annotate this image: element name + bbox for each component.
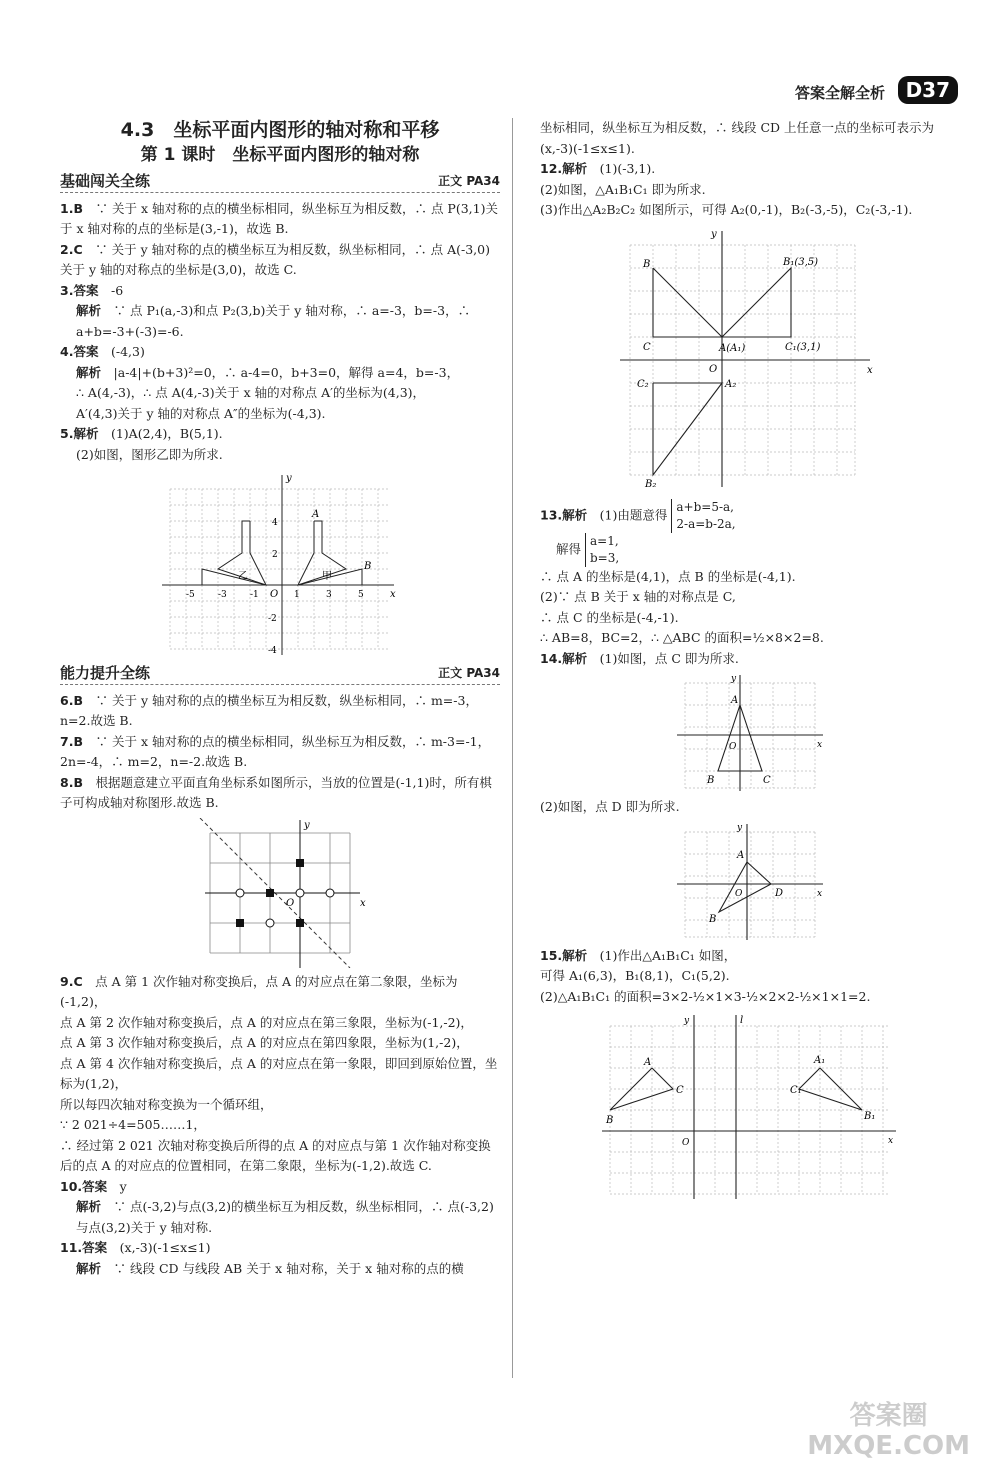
- right-column: [540, 118, 960, 1205]
- answer-text: 根据题意建立平面直角坐标系如图所示，当放的位置是(-1,1)时，所有棋子可构成轴对称图形.故选 B.: [60, 774, 492, 810]
- answer-text: (1)作出△A₁B₁C₁ 如图，: [599, 947, 737, 963]
- section-bar-advanced: [60, 663, 500, 685]
- answer-13-line: ∴ 点 C 的坐标是(-4,-1).: [540, 609, 679, 625]
- answer-7: [60, 732, 500, 773]
- answer-text: (1)A(2,4)，B(5,1).: [110, 426, 223, 441]
- answer-6: [60, 691, 500, 732]
- point-label-a: A: [731, 695, 739, 706]
- axis-x-label: x: [867, 364, 873, 376]
- watermark: [807, 1401, 970, 1461]
- answer-value: y: [119, 1178, 127, 1194]
- point-label-a: A(A₁): [719, 342, 746, 354]
- point-label-a1: A₁: [814, 1055, 826, 1066]
- answer-11: [60, 1238, 500, 1259]
- point-label-d: D: [775, 887, 784, 899]
- figure-15-grid: [600, 1011, 900, 1201]
- point-label-b: B: [364, 561, 372, 572]
- tick-x: -5: [186, 590, 195, 600]
- answer-14: [540, 649, 960, 670]
- equation-line: 2-a=b-2a,: [676, 516, 736, 531]
- lesson-title: 第 1 课时 坐标平面内图形的轴对称: [140, 144, 420, 165]
- axis-y-label: y: [711, 228, 717, 240]
- point-label-b: B: [643, 258, 651, 270]
- explanation-text: ∵ 点(-3,2)与点(3,2)的横坐标互为相反数，纵坐标相同，∴ 点(-3,2)与点(3,2)关于 y 轴对称.: [76, 1199, 494, 1235]
- point-label-a2: A₂: [725, 378, 737, 390]
- answer-13-solve: [540, 533, 960, 567]
- section-title: 4.3 坐标平面内图形的轴对称和平移: [120, 119, 440, 141]
- explanation-text: |a-4|+(b+3)²=0，∴ a-4=0，b+3=0，解得 a=4，b=-3，: [113, 364, 460, 380]
- axis-y-label: y: [286, 473, 292, 484]
- answer-text: 解得: [556, 541, 582, 556]
- tick-y: -4: [268, 646, 277, 656]
- axis-x-label: x: [817, 888, 823, 899]
- point-label-c2: C₂: [637, 378, 649, 390]
- equation-system-2: [585, 533, 619, 567]
- point-label-b: B: [606, 1115, 614, 1126]
- origin-label: O: [735, 888, 743, 899]
- explanation-10: [60, 1197, 500, 1238]
- answer-4: [60, 342, 500, 363]
- explanation-label: 解析: [76, 1199, 102, 1214]
- answer-5: [60, 424, 500, 445]
- answer-value: (x,-3)(-1≤x≤1): [119, 1240, 211, 1255]
- point-label-a: A: [644, 1057, 652, 1068]
- explanation-label: 解析: [76, 303, 102, 318]
- answer-15-line: (2)△A₁B₁C₁ 的面积=3×2-½×1×3-½×2×2-½×1×1=2.: [540, 988, 871, 1004]
- answer-number: 1.B: [60, 200, 83, 216]
- answer-9-line: ∵ 2 021÷4=505……1，: [60, 1117, 206, 1132]
- answer-3: [60, 281, 500, 302]
- answer-number: 9.C: [60, 973, 83, 989]
- tick-x: 5: [358, 590, 364, 600]
- point-label-b2: B₂: [645, 478, 657, 490]
- answer-number: 13.解析: [540, 507, 588, 522]
- page-code-badge: D37: [898, 76, 958, 104]
- tick-x: -1: [250, 590, 259, 600]
- answer-9-line: ∴ 经过第 2 021 次轴对称变换后所得的点 A 的对应点与第 1 次作轴对称变换后的点 A 的对应点的位置相同，在第二象限，坐标为(-1,2).故选 C.: [60, 1137, 491, 1173]
- axis-y-label: y: [731, 674, 737, 684]
- answer-number: 8.B: [60, 774, 83, 790]
- answer-13-line: ∴ 点 A 的坐标是(4,1)，点 B 的坐标是(-4,1).: [540, 568, 796, 584]
- answer-14-line: (2)如图，点 D 即为所求.: [540, 799, 680, 814]
- answer-number: 15.解析: [540, 947, 588, 963]
- figure-8-board: [190, 818, 370, 968]
- bar-ref: 正文 PA34: [438, 666, 500, 680]
- answer-number: 7.B: [60, 733, 83, 749]
- origin-label: O: [286, 897, 295, 909]
- explanation-4-line2: ∴ A(4,-3)，∴ 点 A(4,-3)关于 x 轴的对称点 A′的坐标为(4,3)，: [76, 385, 426, 400]
- answer-13: [540, 499, 960, 533]
- shape-label-jia: 甲: [322, 571, 332, 582]
- answer-13-line: ∴ AB=8，BC=2，∴ △ABC 的面积=½×8×2=8.: [540, 630, 824, 645]
- point-label-c: C: [763, 775, 771, 786]
- axis-y-label: y: [684, 1016, 690, 1026]
- answer-number: 12.解析: [540, 161, 588, 176]
- answer-text: ∵ 关于 y 轴对称的点的横坐标互为相反数，纵坐标相同，∴ 点 A(-3,0)关于 y 轴的对称点的坐标是(3,0)，故选 C.: [60, 241, 490, 277]
- origin-label: O: [729, 742, 737, 752]
- answer-number: 6.B: [60, 692, 83, 708]
- answer-text: ∵ 关于 y 轴对称的点的横坐标互为相反数，纵坐标相同，∴ m=-3，n=2.故选 B.: [60, 692, 478, 728]
- tick-x: 1: [294, 590, 300, 600]
- equation-system-1: [671, 499, 735, 533]
- watermark-line: MXQE.COM: [807, 1431, 970, 1461]
- point-label-a: A: [312, 509, 320, 520]
- figure-14b-grid: [675, 822, 825, 942]
- answer-text: (1)由题意得: [599, 507, 668, 522]
- equation-line: a+b=5-a,: [676, 499, 734, 514]
- figure-5-grid: [160, 469, 400, 659]
- axis-x-label: x: [390, 589, 396, 600]
- answer-number: 10.答案: [60, 1178, 108, 1194]
- answer-12-line: (2)如图，△A₁B₁C₁ 即为所求.: [540, 181, 706, 197]
- equation-line: a=1,: [590, 533, 619, 548]
- point-label-b1: B₁(3,5): [783, 256, 819, 268]
- answer-1: [60, 199, 500, 240]
- answer-number: 2.C: [60, 241, 83, 257]
- explanation-text: ∵ 点 P₁(a,-3)和点 P₂(3,b)关于 y 轴对称，∴ a=-3，b=-3，∴ a+b=-3+(-3)=-6.: [76, 303, 471, 339]
- tick-y: -2: [268, 614, 277, 624]
- point-label-b: B: [707, 775, 715, 786]
- answer-12: [540, 159, 960, 180]
- answer-9-line: 点 A 第 4 次作轴对称变换后，点 A 的对应点在第一象限，即回到原始位置，坐标为(1,2)，: [60, 1055, 498, 1091]
- answer-text: 点 A 第 1 次作轴对称变换后，点 A 的对应点在第二象限，坐标为(-1,2)，: [60, 973, 458, 1009]
- point-label-b1: B₁: [864, 1111, 876, 1122]
- answer-15-line: 可得 A₁(6,3)，B₁(8,1)，C₁(5,2).: [540, 968, 730, 983]
- axis-x-label: x: [888, 1136, 894, 1146]
- figure-12-grid: [615, 225, 885, 495]
- point-label-c: C: [643, 341, 651, 353]
- answer-8: [60, 773, 500, 814]
- answer-15: [540, 946, 960, 967]
- answer-9: [60, 972, 500, 1013]
- answer-number: 4.答案: [60, 344, 99, 359]
- shape-label-yi: 乙: [238, 571, 248, 582]
- axis-x-label: x: [360, 897, 366, 909]
- answer-11-continued: 坐标相同，纵坐标互为相反数，∴ 线段 CD 上任意一点的坐标可表示为(x,-3)(-1≤x≤1).: [540, 120, 935, 156]
- tick-y: 4: [272, 518, 278, 528]
- axis-x-label: x: [817, 740, 823, 750]
- answer-12-line: (3)作出△A₂B₂C₂ 如图所示，可得 A₂(0,-1)，B₂(-3,-5)，C₂(-3,-1).: [540, 202, 913, 217]
- answer-number: 14.解析: [540, 650, 588, 666]
- left-column: [60, 118, 500, 1279]
- section-bar-basic: [60, 171, 500, 193]
- bar-ref: 正文 PA34: [438, 174, 500, 188]
- answer-value: (-4,3): [110, 344, 145, 359]
- point-label-c1: C₁(3,1): [785, 341, 821, 353]
- answer-9-line: 所以每四次轴对称变换为一个循环组，: [60, 1096, 273, 1112]
- tick-y: 2: [272, 550, 278, 560]
- axis-y-label: y: [304, 819, 310, 831]
- answer-13-line: (2)∵ 点 B 关于 x 轴的对称点是 C,: [540, 589, 736, 604]
- origin-label: O: [709, 363, 718, 375]
- answer-text: ∵ 关于 x 轴对称的点的横坐标相同，纵坐标互为相反数，∴ m-3=-1，2n=-4，∴ m=2，n=-2.故选 B.: [60, 733, 491, 769]
- answer-10: [60, 1177, 500, 1198]
- answer-number: 3.答案: [60, 282, 99, 298]
- point-label-b: B: [709, 913, 717, 925]
- explanation-11: [60, 1259, 500, 1280]
- answer-9-line: 点 A 第 2 次作轴对称变换后，点 A 的对应点在第三象限，坐标为(-1,-2)，: [60, 1014, 473, 1030]
- explanation-label: 解析: [76, 364, 102, 380]
- answer-5-line2: (2)如图，图形乙即为所求.: [76, 446, 223, 462]
- answer-number: 5.解析: [60, 426, 99, 441]
- point-label-c: C: [676, 1085, 684, 1096]
- origin-label: O: [270, 589, 279, 600]
- explanation-text: ∵ 线段 CD 与线段 AB 关于 x 轴对称，关于 x 轴对称的点的横: [113, 1260, 464, 1276]
- answer-text: (1)(-3,1).: [599, 161, 656, 176]
- explanation-3: [60, 301, 500, 342]
- bar-label: 能力提升全练: [60, 664, 151, 682]
- answer-number: 11.答案: [60, 1240, 108, 1255]
- answer-9-line: 点 A 第 3 次作轴对称变换后，点 A 的对应点在第四象限，坐标为(1,-2)，: [60, 1035, 469, 1050]
- point-label-c1: C₁: [790, 1085, 802, 1096]
- answer-text: (1)如图，点 C 即为所求.: [599, 650, 739, 666]
- origin-label: O: [682, 1138, 690, 1148]
- column-divider: [512, 118, 513, 1378]
- point-label-a: A: [737, 849, 745, 861]
- bar-label: 基础闯关全练: [60, 172, 151, 190]
- tick-x: -3: [218, 590, 227, 600]
- axis-y-label: y: [737, 822, 743, 833]
- line-label-l: l: [740, 1015, 744, 1026]
- header-title: 答案全解全析: [794, 84, 885, 102]
- watermark-line: 答案圈: [849, 1401, 928, 1431]
- equation-line: b=3,: [590, 550, 620, 565]
- answer-text: ∵ 关于 x 轴对称的点的横坐标相同，纵坐标互为相反数，∴ 点 P(3,1)关于 x 轴对称的点的坐标是(3,-1)，故选 B.: [60, 200, 498, 236]
- answer-2: [60, 240, 500, 281]
- explanation-4: [60, 363, 500, 384]
- explanation-label: 解析: [76, 1260, 102, 1276]
- tick-x: 3: [326, 590, 332, 600]
- answer-value: -6: [110, 282, 124, 298]
- explanation-4-line3: A′(4,3)关于 y 轴的对称点 A″的坐标为(-4,3).: [76, 405, 326, 421]
- figure-14a-grid: [675, 673, 825, 793]
